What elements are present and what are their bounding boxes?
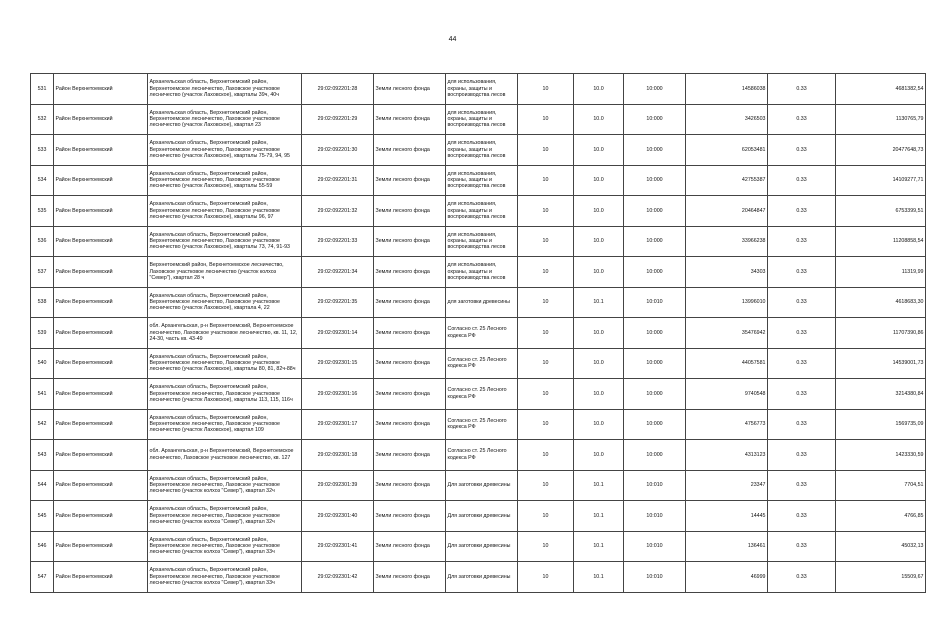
subgroup-code-cell: 10.0 (574, 74, 624, 105)
cadastral-number-cell: 29:02:092301:16 (302, 379, 374, 410)
group-code-cell: 10 (518, 409, 574, 440)
table-row (31, 409, 926, 440)
cadastral-number-cell: 29:02:092201:35 (302, 287, 374, 318)
cadastral-number-cell: 29:02:092201:34 (302, 257, 374, 288)
subgroup-code-cell: 10.1 (574, 562, 624, 593)
subgroup-code-cell: 10.0 (574, 165, 624, 196)
subgroup-code-cell: 10.1 (574, 501, 624, 532)
location-cell: Архангельская область, Верхнетоемский район, Верхнетоемское лесничество, Лаховское участковое лесничество (участок Лаховское), кварталы 55-59 (148, 165, 302, 196)
row-number: 546 (31, 531, 54, 562)
area-cell: 34303 (686, 257, 768, 288)
cadastral-number-cell: 29:02:092301:17 (302, 409, 374, 440)
land-category-cell: Земли лесного фонда (374, 135, 446, 166)
cadastral-number-cell: 29:02:092301:42 (302, 562, 374, 593)
subgroup-code-cell: 10.0 (574, 196, 624, 227)
row-number: 543 (31, 440, 54, 471)
group-code-cell: 10 (518, 470, 574, 501)
rate-cell: 0.33 (768, 226, 836, 257)
permitted-use-cell: для заготовки древесины (446, 287, 518, 318)
land-category-cell: Земли лесного фонда (374, 74, 446, 105)
row-number: 545 (31, 501, 54, 532)
permitted-use-cell: Согласно ст. 25 Лесного кодекса РФ (446, 379, 518, 410)
rate-cell: 0.33 (768, 257, 836, 288)
location-cell: обл. Архангельская, р-н Верхнетоемский, Верхнетоемское лесничество, Лаховское участковое лесничество, кв. 11, 12, 24-30, часть кв. 43-49 (148, 318, 302, 349)
land-category-cell: Земли лесного фонда (374, 501, 446, 532)
subgroup-code-cell: 10.0 (574, 318, 624, 349)
group-code-cell: 10 (518, 104, 574, 135)
group-code-cell: 10 (518, 379, 574, 410)
area-cell: 136461 (686, 531, 768, 562)
use-code-cell: 10:000 (624, 74, 686, 105)
table-row (31, 257, 926, 288)
use-code-cell: 10:010 (624, 562, 686, 593)
subgroup-code-cell: 10.1 (574, 531, 624, 562)
land-category-cell: Земли лесного фонда (374, 348, 446, 379)
cadastral-number-cell: 29:02:092201:32 (302, 196, 374, 227)
subgroup-code-cell: 10.1 (574, 287, 624, 318)
area-cell: 13996010 (686, 287, 768, 318)
cadastral-value-cell: 1423330,59 (836, 440, 926, 471)
group-code-cell: 10 (518, 440, 574, 471)
cadastral-number-cell: 29:02:092301:14 (302, 318, 374, 349)
row-number: 538 (31, 287, 54, 318)
cadastral-value-cell: 4681382,54 (836, 74, 926, 105)
cadastral-number-cell: 29:02:092301:41 (302, 531, 374, 562)
use-code-cell: 10:000 (624, 348, 686, 379)
location-cell: Архангельская область, Верхнетоемский район, Верхнетоемское лесничество, Лаховское участковое лесничество (участок колхоз "Север"), квартал 32ч (148, 470, 302, 501)
row-number: 542 (31, 409, 54, 440)
location-cell: Архангельская область, Верхнетоемский район, Верхнетоемское лесничество, Лаховское участковое лесничество (участок Лаховское), кварталы 80, 81, 82ч-88ч (148, 348, 302, 379)
cadastral-value-cell: 7704,51 (836, 470, 926, 501)
table-body (31, 74, 926, 593)
rate-cell: 0.33 (768, 74, 836, 105)
area-cell: 20464847 (686, 196, 768, 227)
land-category-cell: Земли лесного фонда (374, 257, 446, 288)
permitted-use-cell: Согласно ст. 25 Лесного кодекса РФ (446, 440, 518, 471)
location-cell: Архангельская область, Верхнетоемский район, Верхнетоемское лесничество, Лаховское участковое лесничество (участок Лаховское), кварталы 73, 74, 91-93 (148, 226, 302, 257)
cadastral-number-cell: 29:02:092301:18 (302, 440, 374, 471)
table-row (31, 318, 926, 349)
cadastral-value-cell: 15509,67 (836, 562, 926, 593)
district-cell: Район Верхнетоемский (54, 531, 148, 562)
area-cell: 44057581 (686, 348, 768, 379)
district-cell: Район Верхнетоемский (54, 196, 148, 227)
area-cell: 3426503 (686, 104, 768, 135)
group-code-cell: 10 (518, 287, 574, 318)
group-code-cell: 10 (518, 531, 574, 562)
group-code-cell: 10 (518, 562, 574, 593)
district-cell: Район Верхнетоемский (54, 379, 148, 410)
location-cell: Архангельская область, Верхнетоемский район, Верхнетоемское лесничество, Лаховское участковое лесничество (участок Лаховское), кварталы 113, 115, 116ч (148, 379, 302, 410)
use-code-cell: 10:000 (624, 226, 686, 257)
table-row (31, 226, 926, 257)
land-registry-table (30, 73, 926, 593)
group-code-cell: 10 (518, 318, 574, 349)
permitted-use-cell: Согласно ст. 25 Лесного кодекса РФ (446, 348, 518, 379)
land-category-cell: Земли лесного фонда (374, 165, 446, 196)
area-cell: 33966238 (686, 226, 768, 257)
land-category-cell: Земли лесного фонда (374, 318, 446, 349)
table-row (31, 74, 926, 105)
use-code-cell: 10:000 (624, 440, 686, 471)
rate-cell: 0.33 (768, 165, 836, 196)
cadastral-value-cell: 4766,85 (836, 501, 926, 532)
table-row (31, 470, 926, 501)
cadastral-value-cell: 1569735,09 (836, 409, 926, 440)
group-code-cell: 10 (518, 74, 574, 105)
row-number: 533 (31, 135, 54, 166)
rate-cell: 0.33 (768, 470, 836, 501)
land-category-cell: Земли лесного фонда (374, 104, 446, 135)
cadastral-number-cell: 29:02:092301:39 (302, 470, 374, 501)
row-number: 534 (31, 165, 54, 196)
row-number: 539 (31, 318, 54, 349)
area-cell: 42755387 (686, 165, 768, 196)
cadastral-value-cell: 11707390,86 (836, 318, 926, 349)
location-cell: Архангельская область, Верхнетоемский район, Верхнетоемское лесничество, Лаховское участковое лесничество (участок колхоз "Север"), квартал 32ч (148, 501, 302, 532)
land-category-cell: Земли лесного фонда (374, 287, 446, 318)
table-row (31, 196, 926, 227)
subgroup-code-cell: 10.0 (574, 257, 624, 288)
land-category-cell: Земли лесного фонда (374, 531, 446, 562)
land-category-cell: Земли лесного фонда (374, 409, 446, 440)
row-number: 536 (31, 226, 54, 257)
area-cell: 4756773 (686, 409, 768, 440)
table-row (31, 531, 926, 562)
cadastral-value-cell: 11319,99 (836, 257, 926, 288)
cadastral-value-cell: 3214380,84 (836, 379, 926, 410)
rate-cell: 0.33 (768, 196, 836, 227)
rate-cell: 0.33 (768, 440, 836, 471)
use-code-cell: 10:010 (624, 287, 686, 318)
area-cell: 14586038 (686, 74, 768, 105)
cadastral-value-cell: 14539001,73 (836, 348, 926, 379)
location-cell: Архангельская область, Верхнетоемский район, Верхнетоемское лесничество, Лаховское участковое лесничество (участок Лаховское), кварталы 39ч, 40ч (148, 74, 302, 105)
area-cell: 62053481 (686, 135, 768, 166)
table-row (31, 379, 926, 410)
location-cell: Архангельская область, Верхнетоемский район, Верхнетоемское лесничество, Лаховское участковое лесничество (участок колхоз "Север"), квартал 33ч (148, 531, 302, 562)
rate-cell: 0.33 (768, 104, 836, 135)
cadastral-number-cell: 29:02:092201:28 (302, 74, 374, 105)
district-cell: Район Верхнетоемский (54, 348, 148, 379)
row-number: 547 (31, 562, 54, 593)
use-code-cell: 10:000 (624, 257, 686, 288)
cadastral-value-cell: 1130765,79 (836, 104, 926, 135)
group-code-cell: 10 (518, 257, 574, 288)
rate-cell: 0.33 (768, 348, 836, 379)
table-row (31, 562, 926, 593)
cadastral-value-cell: 45032,13 (836, 531, 926, 562)
permitted-use-cell: для использования, охраны, защиты и воспроизводства лесов (446, 104, 518, 135)
cadastral-number-cell: 29:02:092201:30 (302, 135, 374, 166)
land-category-cell: Земли лесного фонда (374, 562, 446, 593)
rate-cell: 0.33 (768, 531, 836, 562)
location-cell: Верхнетоемский район, Верхнетоемское лесничество, Лаховское участковое лесничество (участок колхоз "Север"), квартал 28 ч (148, 257, 302, 288)
location-cell: Архангельская область, Верхнетоемский район, Верхнетоемское лесничество, Лаховское участковое лесничество (участок колхоз "Север"), квартал 33ч (148, 562, 302, 593)
district-cell: Район Верхнетоемский (54, 165, 148, 196)
group-code-cell: 10 (518, 501, 574, 532)
group-code-cell: 10 (518, 226, 574, 257)
district-cell: Район Верхнетоемский (54, 104, 148, 135)
row-number: 537 (31, 257, 54, 288)
row-number: 535 (31, 196, 54, 227)
rate-cell: 0.33 (768, 287, 836, 318)
use-code-cell: 10:010 (624, 470, 686, 501)
subgroup-code-cell: 10.0 (574, 440, 624, 471)
rate-cell: 0.33 (768, 562, 836, 593)
subgroup-code-cell: 10.0 (574, 135, 624, 166)
use-code-cell: 10:010 (624, 501, 686, 532)
land-category-cell: Земли лесного фонда (374, 440, 446, 471)
use-code-cell: 10:000 (624, 318, 686, 349)
permitted-use-cell: Для заготовки древесины (446, 531, 518, 562)
cadastral-value-cell: 6753399,51 (836, 196, 926, 227)
rate-cell: 0.33 (768, 501, 836, 532)
use-code-cell: 10:010 (624, 531, 686, 562)
table-row (31, 348, 926, 379)
table-row (31, 501, 926, 532)
cadastral-number-cell: 29:02:092301:15 (302, 348, 374, 379)
rate-cell: 0.33 (768, 135, 836, 166)
area-cell: 14445 (686, 501, 768, 532)
district-cell: Район Верхнетоемский (54, 135, 148, 166)
cadastral-number-cell: 29:02:092201:29 (302, 104, 374, 135)
table-row (31, 135, 926, 166)
location-cell: Архангельская область, Верхнетоемский район, Верхнетоемское лесничество, Лаховское участковое лесничество (участок Лаховское), квартал 109 (148, 409, 302, 440)
row-number: 541 (31, 379, 54, 410)
permitted-use-cell: для использования, охраны, защиты и воспроизводства лесов (446, 135, 518, 166)
group-code-cell: 10 (518, 196, 574, 227)
location-cell: обл. Архангельская, р-н Верхнетоемский, Верхнетоемское лесничество, Лаховское участковое лесничество, кв. 127 (148, 440, 302, 471)
subgroup-code-cell: 10.0 (574, 409, 624, 440)
district-cell: Район Верхнетоемский (54, 318, 148, 349)
cadastral-number-cell: 29:02:092201:31 (302, 165, 374, 196)
cadastral-value-cell: 11208858,54 (836, 226, 926, 257)
location-cell: Архангельская область, Верхнетоемский район, Верхнетоемское лесничество, Лаховское участковое лесничество (участок Лаховское), квартал 23 (148, 104, 302, 135)
subgroup-code-cell: 10.1 (574, 470, 624, 501)
row-number: 544 (31, 470, 54, 501)
use-code-cell: 10:000 (624, 165, 686, 196)
district-cell: Район Верхнетоемский (54, 74, 148, 105)
permitted-use-cell: для использования, охраны, защиты и воспроизводства лесов (446, 196, 518, 227)
location-cell: Архангельская область, Верхнетоемский район, Верхнетоемское лесничество, Лаховское участковое лесничество (участок Лаховское), кварталы 96, 97 (148, 196, 302, 227)
table-row (31, 104, 926, 135)
area-cell: 46999 (686, 562, 768, 593)
group-code-cell: 10 (518, 165, 574, 196)
group-code-cell: 10 (518, 348, 574, 379)
group-code-cell: 10 (518, 135, 574, 166)
table-row (31, 440, 926, 471)
table-row (31, 165, 926, 196)
permitted-use-cell: Для заготовки древесины (446, 470, 518, 501)
use-code-cell: 10:000 (624, 104, 686, 135)
area-cell: 35476942 (686, 318, 768, 349)
location-cell: Архангельская область, Верхнетоемский район, Верхнетоемское лесничество, Лаховское участковое лесничество (участок Лаховское), кварталы 75-79, 94, 95 (148, 135, 302, 166)
rate-cell: 0.33 (768, 409, 836, 440)
cadastral-value-cell: 14109277,71 (836, 165, 926, 196)
subgroup-code-cell: 10.0 (574, 226, 624, 257)
cadastral-value-cell: 20477648,73 (836, 135, 926, 166)
cadastral-number-cell: 29:02:092301:40 (302, 501, 374, 532)
permitted-use-cell: для использования, охраны, защиты и воспроизводства лесов (446, 257, 518, 288)
use-code-cell: 10:000 (624, 409, 686, 440)
use-code-cell: 10:000 (624, 196, 686, 227)
rate-cell: 0.33 (768, 318, 836, 349)
land-category-cell: Земли лесного фонда (374, 226, 446, 257)
land-category-cell: Земли лесного фонда (374, 196, 446, 227)
district-cell: Район Верхнетоемский (54, 440, 148, 471)
district-cell: Район Верхнетоемский (54, 470, 148, 501)
use-code-cell: 10:000 (624, 135, 686, 166)
location-cell: Архангельская область, Верхнетоемский район, Верхнетоемское лесничество, Лаховское участковое лесничество (участок Лаховское), квартала 4, 22 (148, 287, 302, 318)
district-cell: Район Верхнетоемский (54, 562, 148, 593)
cadastral-number-cell: 29:02:092201:33 (302, 226, 374, 257)
subgroup-code-cell: 10.0 (574, 379, 624, 410)
district-cell: Район Верхнетоемский (54, 226, 148, 257)
area-cell: 23347 (686, 470, 768, 501)
subgroup-code-cell: 10.0 (574, 348, 624, 379)
permitted-use-cell: Для заготовки древесины (446, 562, 518, 593)
land-category-cell: Земли лесного фонда (374, 379, 446, 410)
area-cell: 9740548 (686, 379, 768, 410)
rate-cell: 0.33 (768, 379, 836, 410)
permitted-use-cell: для использования, охраны, защиты и воспроизводства лесов (446, 165, 518, 196)
permitted-use-cell: для использования, охраны, защиты и воспроизводства лесов (446, 226, 518, 257)
permitted-use-cell: для использования, охраны, защиты и воспроизводства лесов (446, 74, 518, 105)
permitted-use-cell: Для заготовки древесины (446, 501, 518, 532)
cadastral-value-cell: 4618683,30 (836, 287, 926, 318)
district-cell: Район Верхнетоемский (54, 257, 148, 288)
page-number: 44 (448, 36, 457, 43)
permitted-use-cell: Согласно ст. 25 Лесного кодекса РФ (446, 409, 518, 440)
district-cell: Район Верхнетоемский (54, 287, 148, 318)
table-row (31, 287, 926, 318)
use-code-cell: 10:000 (624, 379, 686, 410)
row-number: 540 (31, 348, 54, 379)
area-cell: 4313123 (686, 440, 768, 471)
subgroup-code-cell: 10.0 (574, 104, 624, 135)
row-number: 531 (31, 74, 54, 105)
district-cell: Район Верхнетоемский (54, 501, 148, 532)
row-number: 532 (31, 104, 54, 135)
district-cell: Район Верхнетоемский (54, 409, 148, 440)
land-category-cell: Земли лесного фонда (374, 470, 446, 501)
permitted-use-cell: Согласно ст. 25 Лесного кодекса РФ (446, 318, 518, 349)
